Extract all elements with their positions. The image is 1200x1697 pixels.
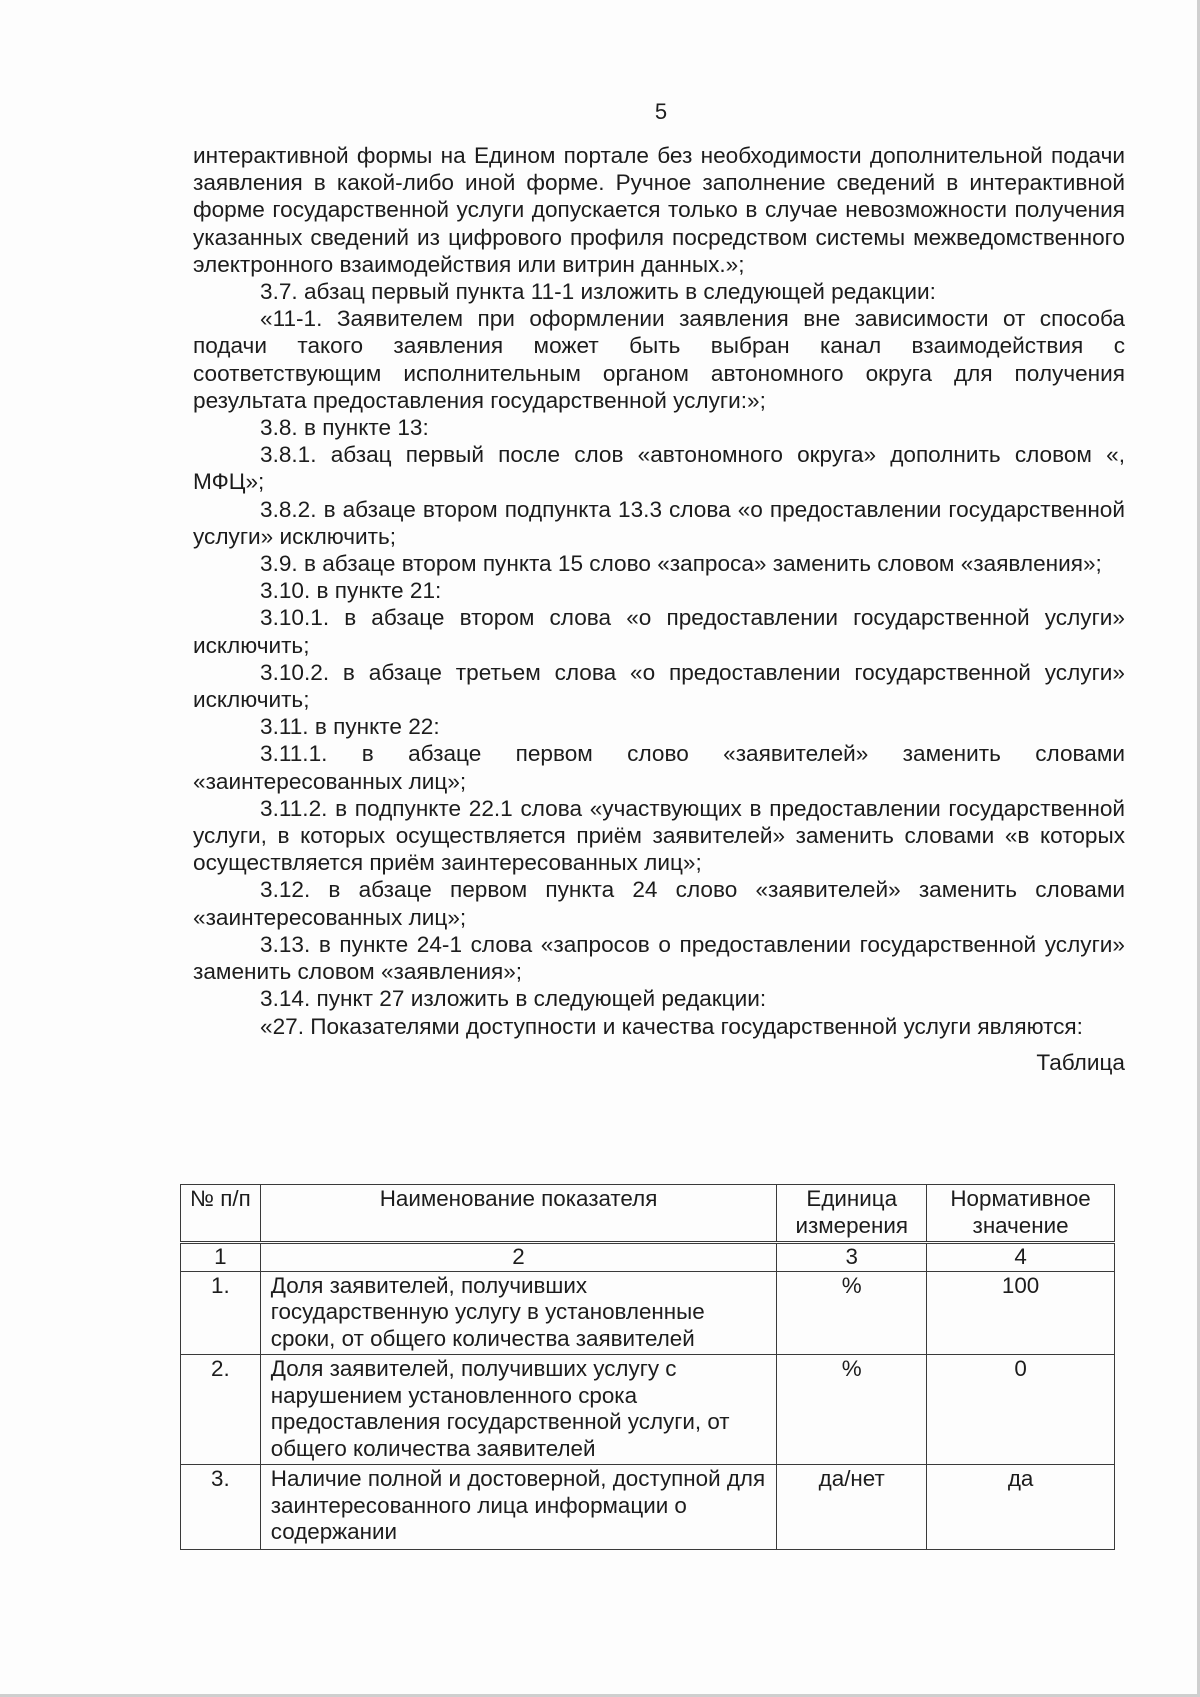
paragraph-3-8: 3.8. в пункте 13: bbox=[260, 415, 429, 441]
column-number: 4 bbox=[927, 1243, 1115, 1272]
paragraph-continuation: интерактивной формы на Едином портале без необходимости дополнительной подачи заявления в какой-либо иной форме. Ручное заполнение сведений в интерактивной форме государственной услуги допускается только в случае невозможности получения указанных сведений из цифрового профиля посредством системы межведомственного электронного взаимодействия или витрин данных.»; bbox=[193, 143, 1125, 277]
row-norm-value: да bbox=[927, 1465, 1115, 1550]
row-indicator-name: Наличие полной и достоверной, доступной для заинтересованного лица информации о содержании bbox=[260, 1465, 777, 1550]
paragraph-11-1-quote: «11-1. Заявителем при оформлении заявления вне зависимости от способа подачи такого заявления может быть выбран канал взаимодействия с соответствующим исполнительным органом автономного округа для получения результата предоставления государственной услуги:»; bbox=[193, 306, 1125, 413]
table-row bbox=[181, 1355, 1115, 1465]
header-unit: Единица измерения bbox=[777, 1185, 927, 1243]
column-number: 2 bbox=[260, 1243, 777, 1272]
paragraph-3-8-1: 3.8.1. абзац первый после слов «автономного округа» дополнить словом «, МФЦ»; bbox=[193, 442, 1125, 495]
header-number: № п/п bbox=[181, 1185, 261, 1243]
indicators-table bbox=[180, 1184, 1115, 1550]
column-number: 3 bbox=[777, 1243, 927, 1272]
header-norm-value: Нормативное значение bbox=[927, 1185, 1115, 1243]
paragraph-3-11-1: 3.11.1. в абзаце первом слово «заявителей» заменить словами «заинтересованных лиц»; bbox=[193, 741, 1125, 794]
row-indicator-name: Доля заявителей, получивших услугу с нарушением установленного срока предоставления государственной услуги, от общего количества заявителей bbox=[260, 1355, 777, 1465]
row-number: 1. bbox=[181, 1271, 261, 1355]
table-row bbox=[181, 1465, 1115, 1550]
paragraph-3-11-2: 3.11.2. в подпункте 22.1 слова «участвующих в предоставлении государственной услуги, в которых осуществляется приём заявителей» заменить словами «в которых осуществляется приём заинтересованных лиц»; bbox=[193, 795, 1125, 876]
row-unit: % bbox=[777, 1355, 927, 1465]
paragraph-3-8-2: 3.8.2. в абзаце втором подпункта 13.3 слова «о предоставлении государственной услуги» исключить; bbox=[193, 496, 1125, 549]
paragraph-3-13: 3.13. в пункте 24-1 слова «запросов о предоставлении государственной услуги» заменить словом «заявления»; bbox=[193, 931, 1125, 985]
column-number: 1 bbox=[181, 1243, 261, 1272]
row-norm-value: 100 bbox=[927, 1271, 1115, 1355]
row-number: 2. bbox=[181, 1355, 261, 1465]
column-number-row bbox=[181, 1243, 1115, 1272]
paragraph-3-10-2: 3.10.2. в абзаце третьем слова «о предоставлении государственной услуги» исключить; bbox=[193, 659, 1125, 713]
table-row bbox=[181, 1271, 1115, 1355]
row-number: 3. bbox=[181, 1465, 261, 1550]
paragraph-3-11: 3.11. в пункте 22: bbox=[260, 714, 440, 740]
table-caption: Таблица bbox=[1036, 1049, 1125, 1075]
document-body bbox=[193, 142, 1125, 1076]
header-indicator-name: Наименование показателя bbox=[260, 1185, 777, 1243]
paragraph-3-10: 3.10. в пункте 21: bbox=[260, 578, 442, 604]
page-number: 5 bbox=[654, 99, 668, 124]
paragraph-3-12: 3.12. в абзаце первом пункта 24 слово «заявителей» заменить словами «заинтересованных лиц»; bbox=[193, 877, 1125, 930]
row-unit: % bbox=[777, 1271, 927, 1355]
paragraph-3-10-1: 3.10.1. в абзаце втором слова «о предоставлении государственной услуги» исключить; bbox=[193, 605, 1125, 658]
row-unit: да/нет bbox=[777, 1465, 927, 1550]
paragraph-3-7: 3.7. абзац первый пункта 11-1 изложить в следующей редакции: bbox=[260, 279, 936, 305]
paragraph-27-quote: «27. Показателями доступности и качества государственной услуги являются: bbox=[260, 1013, 1083, 1039]
table-header-row bbox=[181, 1185, 1115, 1243]
paragraph-3-9: 3.9. в абзаце втором пункта 15 слово «запроса» заменить словом «заявления»; bbox=[260, 551, 1102, 577]
row-norm-value: 0 bbox=[927, 1355, 1115, 1465]
paragraph-3-14: 3.14. пункт 27 изложить в следующей редакции: bbox=[260, 986, 767, 1012]
row-indicator-name: Доля заявителей, получивших государственную услугу в установленные сроки, от общего количества заявителей bbox=[260, 1271, 777, 1355]
